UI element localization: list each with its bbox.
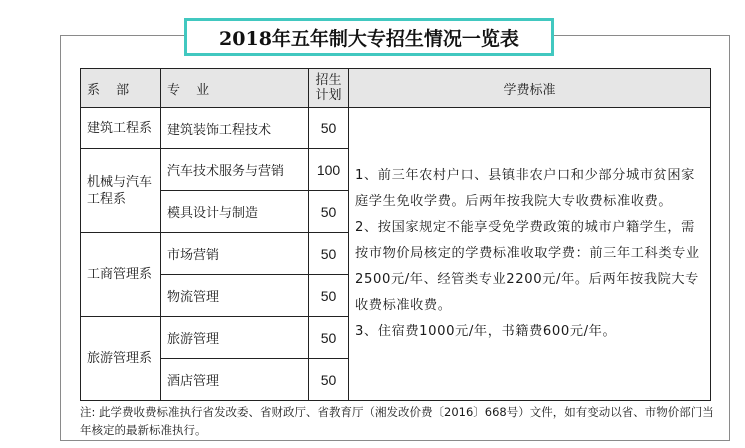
department-cell: 建筑工程系 [81, 108, 161, 149]
plan-cell: 50 [309, 275, 349, 317]
plan-cell: 50 [309, 317, 349, 359]
table-row [81, 108, 711, 149]
major-cell: 物流管理 [161, 275, 309, 317]
header-department: 系 部 [81, 69, 161, 108]
policy-item-1: 1、前三年农村户口、县镇非农户口和少部分城市贫困家庭学生免收学费。后两年按我院大专收费标准收费。 [355, 168, 695, 209]
plan-cell: 100 [309, 149, 349, 191]
policy-item-3: 3、住宿费1000元/年，书籍费600元/年。 [355, 324, 617, 339]
plan-cell: 50 [309, 191, 349, 233]
fee-table [80, 68, 711, 401]
department-cell: 机械与汽车 工程系 [81, 149, 161, 233]
major-cell: 汽车技术服务与营销 [161, 149, 309, 191]
header-fee: 学费标准 [349, 69, 711, 108]
page-title: 2018年五年制大专招生情况一览表 [184, 18, 554, 56]
major-cell: 酒店管理 [161, 359, 309, 401]
table-header-row [81, 69, 711, 108]
department-cell: 工商管理系 [81, 233, 161, 317]
header-plan-line1: 招生 [315, 73, 342, 88]
header-plan-line2: 计划 [315, 88, 342, 103]
header-major: 专 业 [161, 69, 309, 108]
major-cell: 建筑装饰工程技术 [161, 108, 309, 149]
department-cell: 旅游管理系 [81, 317, 161, 401]
major-cell: 模具设计与制造 [161, 191, 309, 233]
footnote: 注: 此学费收费标准执行省发改委、省财政厅、省教育厅（湘发改价费〔2016〕668号）文件，如有变动以省、市物价部门当年核定的最新标准执行。 [80, 405, 714, 437]
plan-cell: 50 [309, 359, 349, 401]
header-plan [309, 69, 349, 108]
plan-cell: 50 [309, 233, 349, 275]
policy-item-2: 2、按国家规定不能享受免学费政策的城市户籍学生，需按市物价局核定的学费标准收取学费：前三年工科类专业2500元/年、经管类专业2200元/年。后两年按我院大专收费标准收费。 [355, 220, 700, 313]
major-cell: 市场营销 [161, 233, 309, 275]
fee-policy-cell [349, 108, 711, 401]
major-cell: 旅游管理 [161, 317, 309, 359]
plan-cell: 50 [309, 108, 349, 149]
